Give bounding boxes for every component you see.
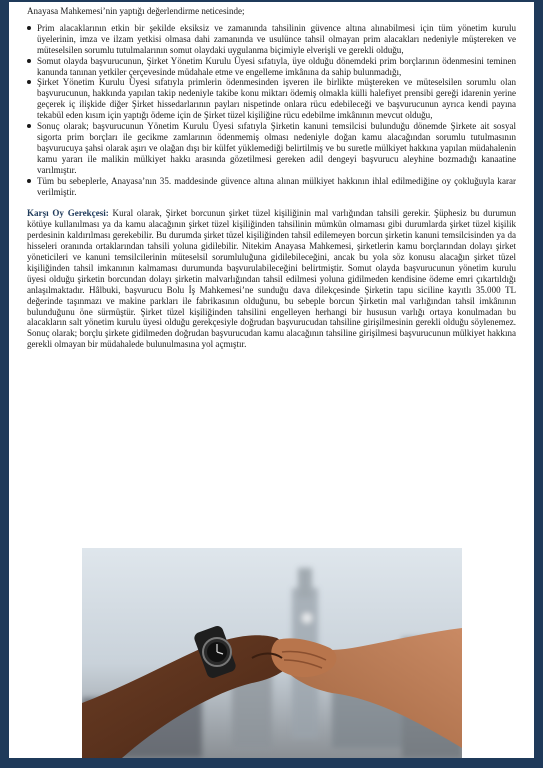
bullet-item (27, 23, 516, 56)
handshake-photo (82, 548, 462, 758)
bullet-text: Sonuç olarak; başvurucunun Yönetim Kurulu Üyesi sıfatıyla Şirketin kanuni temsilcisi bulunduğu dönemde Şirkete ait sosyal sigorta prim borçları ile gecikme zamlarının ödenmemiş olması nedeniyle doğan kamu alacağından sorumlu tutulmasının başvurucuya şahsi olarak aşırı ve olağan dışı bir külfet yüklemediği belirtilmiş ve bu suretle mülkiyet hakkına yapılan müdahalenin kamu yararı ile malikin mülkiyet hakkı arasında gözetilmesi gereken adil dengeyi başvurucu aleyhine bozmadığı kanaatine varılmıştır. (37, 121, 516, 175)
bullet-item (27, 121, 516, 176)
bullet-text: Şirket Yönetim Kurulu Üyesi sıfatıyla primlerin ödenmesinden işveren ile birlikte müştereken ve müteselsilen sorumlu olan başvurucunun, hakkında yapılan takip nedeniyle takibe konu miktarı ödemiş olmakla külli halefiyet prensibi gereği idarenin yerine geçerek iç ilişkide diğer Şirket hissedarlarının payları nispetinde onlara rücu edebileceği ve başvurucunun ayrıca kendi payına tekabül eden kısım için yaptığı ödeme için de Şirket tüzel kişiliğine rücu edebilme imkânının mevcut olduğu, (37, 77, 516, 121)
dissent-heading: Karşı Oy Gerekçesi: (27, 208, 109, 219)
dissent-paragraph (27, 208, 516, 350)
dissent-body: Kural olarak, Şirket borcunun şirket tüzel kişiliğinin mal varlığından tahsili gerekir. Şüphesiz bu durumun kötüye kullanılması ya da kamu alacağının şirket tüzel kişiliğinden tahsilinin mümkün olmaması gibi durumlarda şirket tüzel kişilik perdesinin kaldırılması gerekebilir. Bu durumda şirket tüzel kişiliğinden tahsil edilemeyen borcun şirketin kanuni temsilcisinden ya da hisseleri oranında ortaklarından tahsili yoluna gidilebilir. Nitekim Anayasa Mahkemesi, şirketlerin kamu borçlarından dolayı şirket yöneticileri ve kanuni temsilcilerinin müteselsil sorumluluğuna gidilebileceğini, ancak bu yola söz konusu alacağın şirket tüzel kişiliğinden tahsil imkanının kalmaması durumunda başvurulabileceğini belirtmiştir. Somut olayda başvurucunun yönetim kurulu üyesi olduğu şirketin borcundan dolayı şirketin malvarlığından tahsil edilmesi yoluna gidilmeden kendisine ödeme emri çıkartıldığı anlaşılmaktadır. Hâlbuki, başvurucu Bolu İş Mahkemesi’ne sunduğu dava dilekçesinde Şirketin tapu siciline kayıtlı 35.000 TL değerinde taşınmazı ve makine parkları ile fabrikasının olduğunu, bu sebeple borcun Şirketin mal varlığından tahsil imkânının bulunduğunu öne sürmüştür. Şirket tüzel kişiliğinden tahsilini engelleyen herhangi bir hususun varlığı ortaya konulmadan bu alacakların salt yönetim kurulu üyesi olduğu gerekçesiyle doğrudan başvurucudan tahsiline girişilmesinin gerekli olduğu söylenemez. Sonuç olarak; borçlu şirkete gidilmeden doğrudan başvurucudan kamu alacağının tahsiline girişilmesi başvurucunun mülkiyet hakkına gerekli olmayan bir müdahalede bulunulmasına yol açmıştır. (27, 208, 516, 350)
bullet-dot-icon (27, 124, 31, 128)
handshake-image (82, 548, 462, 758)
ruling-bullet-list (27, 23, 516, 198)
bullet-text: Tüm bu sebeplerle, Anayasa’nın 35. maddesinde güvence altına alınan mülkiyet hakkının ihlal edilmediğine oy çokluğuyla karar verilmiştir. (37, 175, 516, 197)
document-body (27, 6, 516, 359)
bullet-dot-icon (27, 179, 31, 183)
bullet-item (27, 176, 516, 198)
bullet-item (27, 77, 516, 121)
bullet-text: Somut olayda başvurucunun, Şirket Yönetim Kurulu Üyesi sıfatıyla, üye olduğu dönemdeki prim borçlarının ödenmesini teminen kanunda tanınan yetkiler çerçevesinde müdahale etme ve engelleme imkânına da sahip bulunmadığı, (37, 55, 516, 77)
intro-paragraph: Anayasa Mahkemesi’nin yaptığı değerlendirme neticesinde; (27, 6, 245, 16)
bullet-text: Prim alacaklarının etkin bir şekilde eksiksiz ve zamanında tahsilinin güvence altına alınabilmesi için tüm yönetim kurulu üyelerinin, imza ve ilzam yetkisi olmasa dahi zamanında ve usulünce tahsil olmayan prim alacakları nedeniyle müştereken ve müteselsilen sorumlu tutulmalarının somut olaydaki uygulanma biçimiyle elverişli ve gerekli olduğu, (37, 22, 516, 55)
bullet-dot-icon (27, 59, 31, 63)
bullet-dot-icon (27, 26, 31, 30)
bullet-item (27, 56, 516, 78)
bullet-dot-icon (27, 80, 31, 84)
